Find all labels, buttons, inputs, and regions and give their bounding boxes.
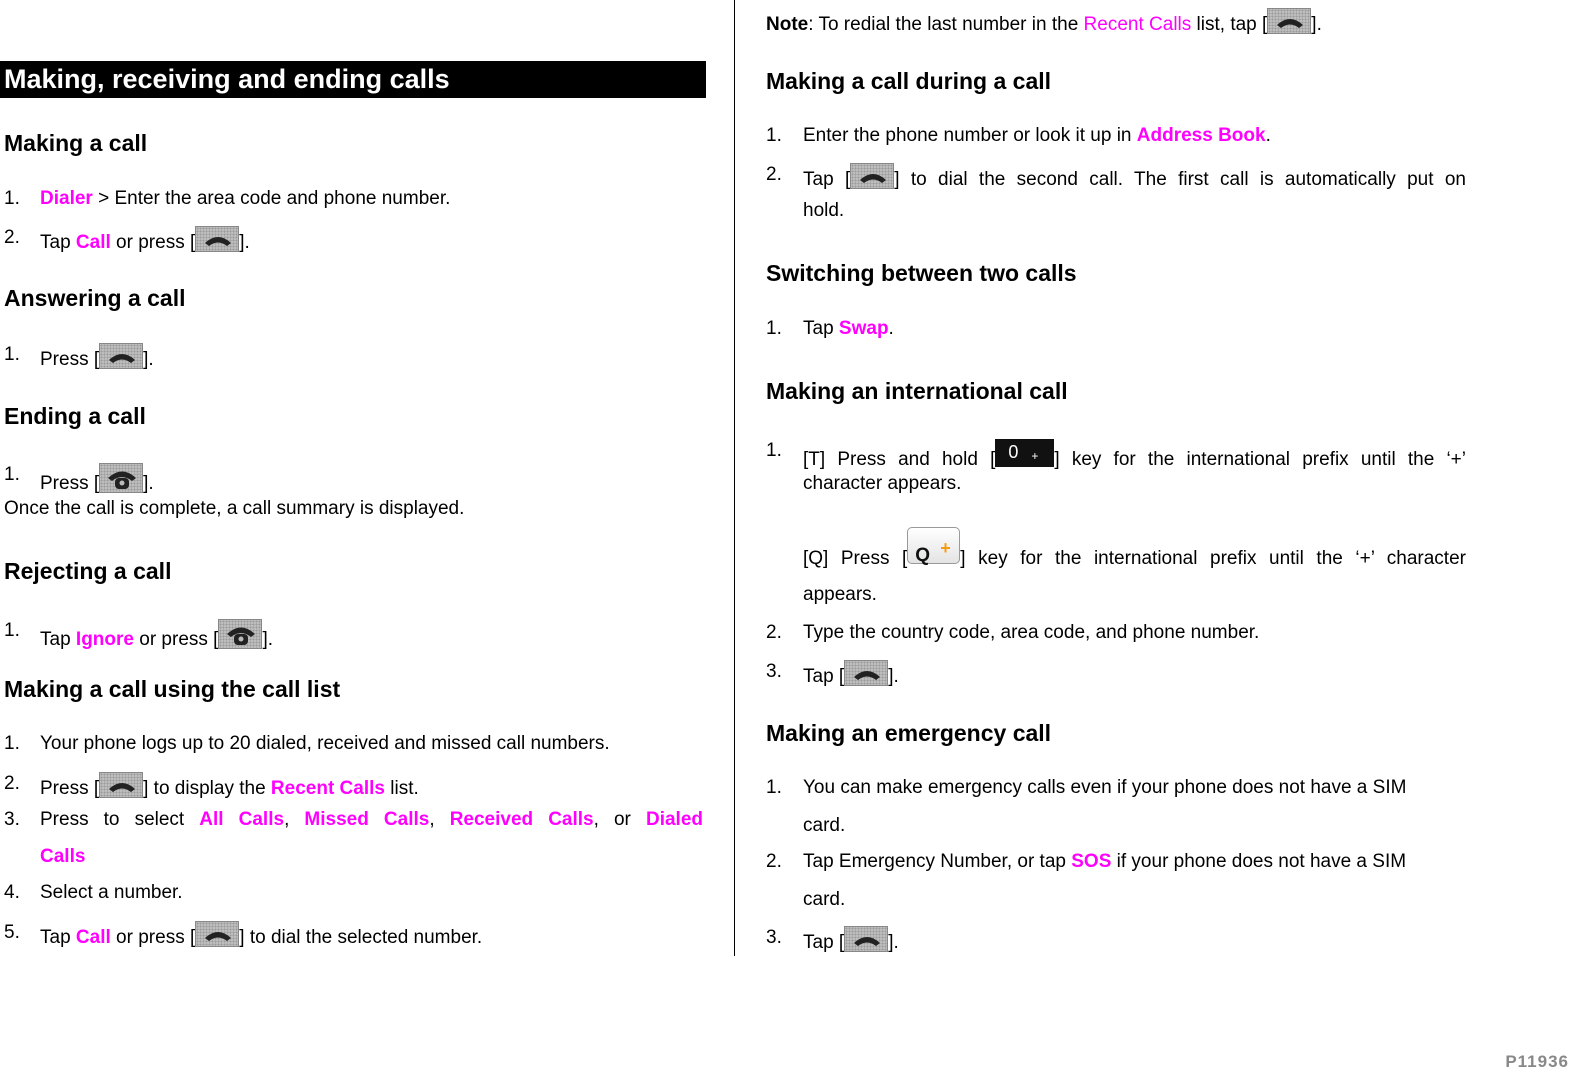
page-title: Making, receiving and ending calls [0, 61, 706, 98]
received-calls-link: Received Calls [449, 809, 594, 830]
dialed-calls-link: Dialed [645, 809, 703, 830]
heading-switching: Switching between two calls [766, 260, 1077, 286]
recent-calls-link: Recent Calls [1083, 14, 1192, 35]
dialer-link: Dialer [40, 188, 93, 209]
phone-call-icon [195, 226, 239, 252]
phone-call-icon [195, 921, 239, 947]
phone-end-icon [99, 463, 143, 493]
page-number: P11936 [1505, 1052, 1569, 1071]
heading-emergency: Making an emergency call [766, 720, 1052, 746]
phone-call-icon [99, 343, 143, 369]
call-link: Call [75, 927, 111, 948]
heading-answering: Answering a call [4, 285, 186, 311]
dialed-calls-link-cont: Calls [40, 846, 86, 867]
phone-call-icon [844, 926, 888, 952]
ignore-link: Ignore [75, 629, 134, 650]
all-calls-link: All Calls [199, 809, 285, 830]
address-book-link: Address Book [1136, 125, 1266, 146]
swap-link: Swap [838, 318, 889, 339]
phone-end-icon [218, 619, 262, 649]
phone-call-icon [850, 163, 894, 189]
recent-calls-link: Recent Calls [270, 778, 385, 799]
phone-call-icon [844, 660, 888, 686]
sos-link: SOS [1071, 851, 1112, 872]
column-divider [734, 0, 735, 956]
q-key-instruction: [Q] Press [ Q + ] key for the international prefix until the ‘+’ character [803, 527, 1466, 567]
redial-note: Note: To redial the last number in the Recent Calls list, tap [ ]. [766, 8, 1322, 37]
phone-call-icon [1267, 8, 1311, 34]
phone-call-icon [99, 772, 143, 798]
heading-making-call: Making a call [4, 130, 148, 156]
missed-calls-link: Missed Calls [304, 809, 430, 830]
heading-rejecting: Rejecting a call [4, 558, 172, 584]
call-link: Call [75, 232, 111, 253]
heading-ending: Ending a call [4, 403, 146, 429]
heading-international: Making an international call [766, 378, 1068, 404]
zero-plus-key-icon: 0 + [995, 439, 1054, 467]
ending-note: Once the call is complete, a call summary is displayed. [4, 498, 465, 519]
heading-call-list: Making a call using the call list [4, 676, 341, 702]
heading-during-call: Making a call during a call [766, 68, 1052, 94]
q-plus-key-icon: Q + [907, 527, 960, 564]
